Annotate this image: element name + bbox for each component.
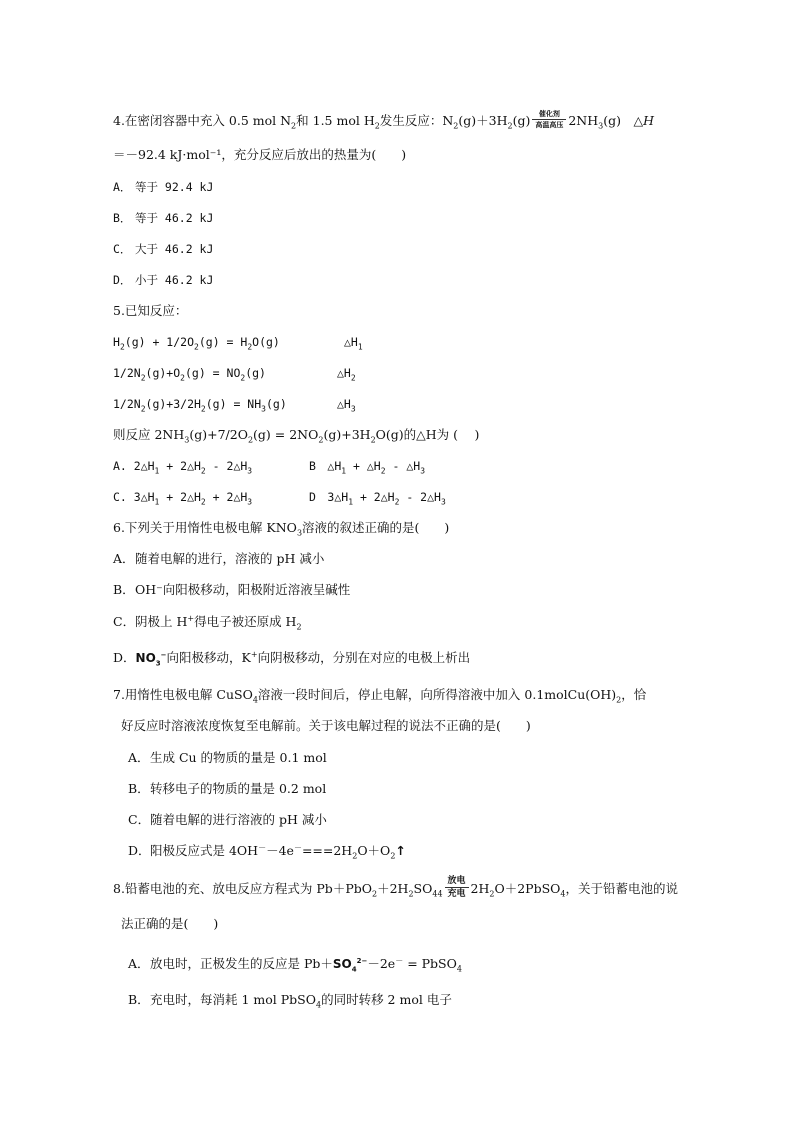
q7-stem-line2: 好反应时溶液浓度恢复至电解前。关于该电解过程的说法不正确的是( ) [121,718,531,733]
q5-dh3: $\triangle H_3$ [337,397,356,414]
q4-stem-line2: ＝－92.4 kJ·mol⁻¹，充分反应后放出的热量为( ) [113,147,407,162]
q5-title: 5.已知反应： [113,303,188,318]
q5-option-a: A. $2\triangle H_1$ + $2\triangle H_2$ - $2\triangle H_3$ [113,459,253,476]
q6-option-c: C．阴极上 H+得电子被还原成 $H_2$ [113,613,302,632]
q8-stem-line2: 法正确的是( ) [121,916,219,931]
q7-stem-line1: 7.用惰性电极电解 CuSO$_4$溶液一段时间后，停止电解，向所得溶液中加入 $0.1molCu(OH)_2$，恰 [113,687,647,705]
q5-question: 则反应 $2NH_3(g)+7/2O_2(g) = 2NO_2(g)+3H_2O(g)$的△H为 ( ) [113,427,480,445]
q6-option-a: A．随着电解的进行，溶液的 pH 减小 [113,551,325,566]
gas-arrow-icon: ↑ [395,843,406,858]
q4-stem-line1: 4.在密闭容器中充入 0.5 mol $N_2$和 1.5 mol $H_2$发生反应：$N_2(g)+3H_2(g)$ 催化剂 高温高压 $2NH_3(g)$ △H [113,109,654,131]
q5-dh1: $\triangle H_1$ [344,335,363,352]
q4-option-c: C． 大于 46.2 kJ [113,242,214,256]
q5-equation-3: $1/2N_2(g)+3/2H_2(g) = NH_3(g)$ [113,397,287,414]
q4-option-a: A． 等于 92.4 kJ [113,180,214,194]
q5-equation-1: $H_2(g) + 1/2O_2(g) = H_2O(g)$ [113,335,280,352]
q5-equation-2: $1/2N_2(g)+O_2(g) = NO_2(g)$ [113,366,266,383]
q4-reaction-condition: 催化剂 高温高压 [532,110,566,129]
q8-reaction-condition: 放电 充电 [445,876,469,899]
q5-option-c: C. $3\triangle H_1$ + $2\triangle H_2$ + $2\triangle H_3$ [113,490,253,507]
q8-option-a: A．放电时，正极发生的反应是 $Pb+SO_4^{2-}-2e^-$ = PbSO$_4$ [128,955,462,974]
nitrate-ion-formula: $NO_3^-$ [135,651,167,668]
q6-option-b: B．OH⁻向阳极移动，阳极附近溶液呈碱性 [113,582,351,597]
q7-option-a: A．生成 Cu 的物质的量是 0.1 mol [128,750,327,765]
sulfate-ion-formula: $SO_4^{2-}$ [332,957,368,974]
q6-option-d: D．$NO_3^-$向阳极移动，K+向阴极移动，分别在对应的电极上析出 [113,649,471,668]
q6-stem: 6.下列关于用惰性电极电解 $KNO_3$溶液的叙述正确的是( ) [113,520,450,538]
q5-dh2: $\triangle H_2$ [337,366,356,383]
q5-option-d: D $3\triangle H_1$ + $2\triangle H_2$ - $2\triangle H_3$ [309,490,446,507]
q7-option-b: B．转移电子的物质的量是 0.2 mol [128,781,327,796]
q4-option-d: D． 小于 46.2 kJ [113,273,214,287]
q5-option-b: B $\triangle H_1$ + $\triangle H_2$ - $\triangle H_3$ [309,459,426,476]
q8-option-b: B．充电时，每消耗 1 mol PbSO$_4$的同时转移 2 mol 电子 [128,992,452,1010]
q8-stem-line1: 8.铅蓄电池的充、放电反应方程式为 $Pb+PbO_2+2H_2SO_{44}$ 放电 充电 $2H_2O+2PbSO_4$，关于铅蓄电池的说 [113,876,679,899]
q7-option-c: C．随着电解的进行溶液的 pH 减小 [128,812,327,827]
q7-option-d: D．阳极反应式是 $4OH^--4e^-===2H_2O+O_2↑$ [128,842,406,861]
q4-option-b: B． 等于 46.2 kJ [113,211,214,225]
